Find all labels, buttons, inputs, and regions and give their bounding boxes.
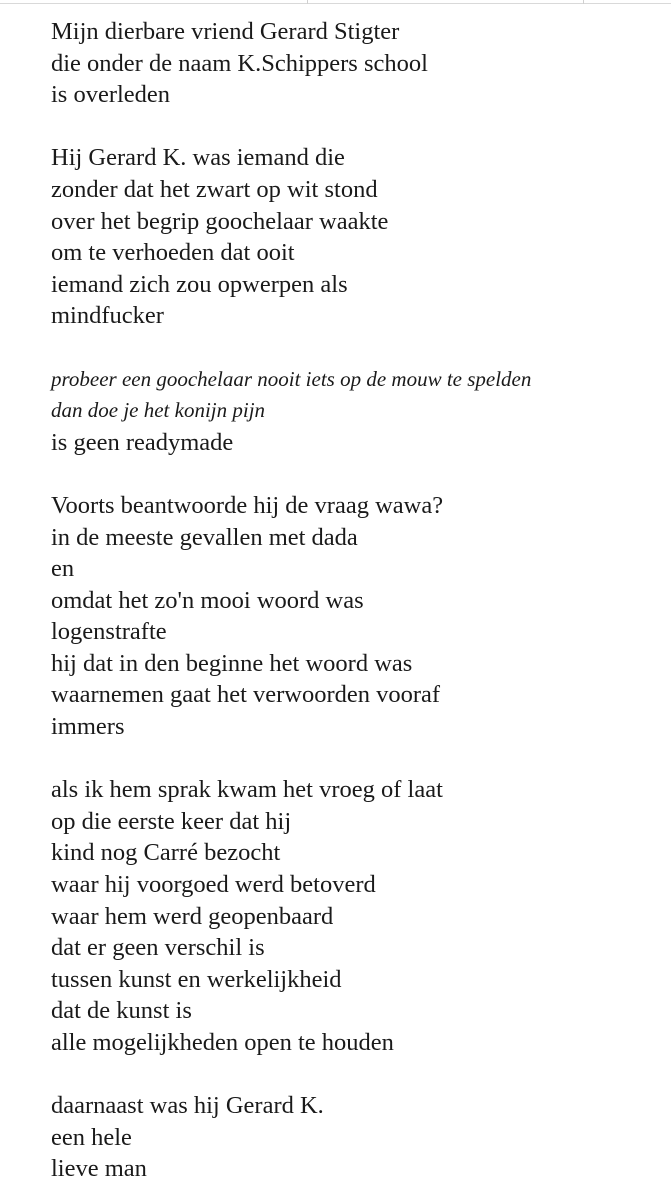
poem-line: kind nog Carré bezocht (51, 839, 281, 867)
poem-line: tussen kunst en werkelijkheid (51, 965, 342, 993)
stanza (51, 142, 666, 332)
poem-line: waar hij voorgoed werd betoverd (51, 871, 376, 899)
stanza (51, 490, 666, 743)
poem-line-italic: dan doe je het konijn pijn (51, 398, 266, 423)
stanza (51, 16, 666, 111)
poem-line: als ik hem sprak kwam het vroeg of laat (51, 776, 443, 804)
poem-line: over het begrip goochelaar waakte (51, 207, 389, 235)
poem-line: is overleden (51, 81, 171, 109)
poem-line: en (51, 555, 75, 583)
poem-line: Voorts beantwoorde hij de vraag wawa? (51, 491, 444, 519)
poem-line: dat de kunst is (51, 997, 192, 1025)
stanza (51, 774, 666, 1058)
poem-line: een hele (51, 1123, 132, 1151)
stanza-gap (51, 111, 666, 143)
poem-line: lieve man (51, 1155, 147, 1183)
poem-line: immers (51, 713, 125, 741)
stanza-gap (51, 743, 666, 775)
poem-text (51, 16, 666, 1185)
poem-line: Hij Gerard K. was iemand die (51, 144, 345, 172)
poem-line: in de meeste gevallen met dada (51, 523, 358, 551)
poem-line-italic: probeer een goochelaar nooit iets op de mouw te spelden (51, 366, 532, 391)
poem-line: op die eerste keer dat hij (51, 807, 292, 835)
poem-line: omdat het zo'n mooi woord was (51, 586, 364, 614)
poem-line: logenstrafte (51, 618, 167, 646)
poem-line: hij dat in den beginne het woord was (51, 649, 413, 677)
poem-line: mindfucker (51, 302, 164, 330)
poem-line: die onder de naam K.Schippers school (51, 49, 428, 77)
column-divider (307, 0, 308, 4)
poem-line: is geen readymade (51, 428, 234, 456)
stanza (51, 364, 666, 459)
column-divider (583, 0, 584, 4)
poem-line: Mijn dierbare vriend Gerard Stigter (51, 18, 400, 45)
stanza-gap (51, 458, 666, 490)
poem-line: alle mogelijkheden open te houden (51, 1029, 394, 1056)
stanza-gap (51, 332, 666, 364)
poem-line: iemand zich zou opwerpen als (51, 270, 348, 298)
poem-line: daarnaast was hij Gerard K. (51, 1092, 324, 1120)
poem-line: waar hem werd geopenbaard (51, 902, 334, 930)
poem-line: zonder dat het zwart op wit stond (51, 175, 378, 203)
poem-line: dat er geen verschil is (51, 934, 265, 962)
stanza (51, 1090, 666, 1185)
poem-line: waarnemen gaat het verwoorden vooraf (51, 681, 441, 709)
top-border-line (0, 3, 671, 4)
poem-line: om te verhoeden dat ooit (51, 239, 295, 267)
stanza-gap (51, 1059, 666, 1091)
